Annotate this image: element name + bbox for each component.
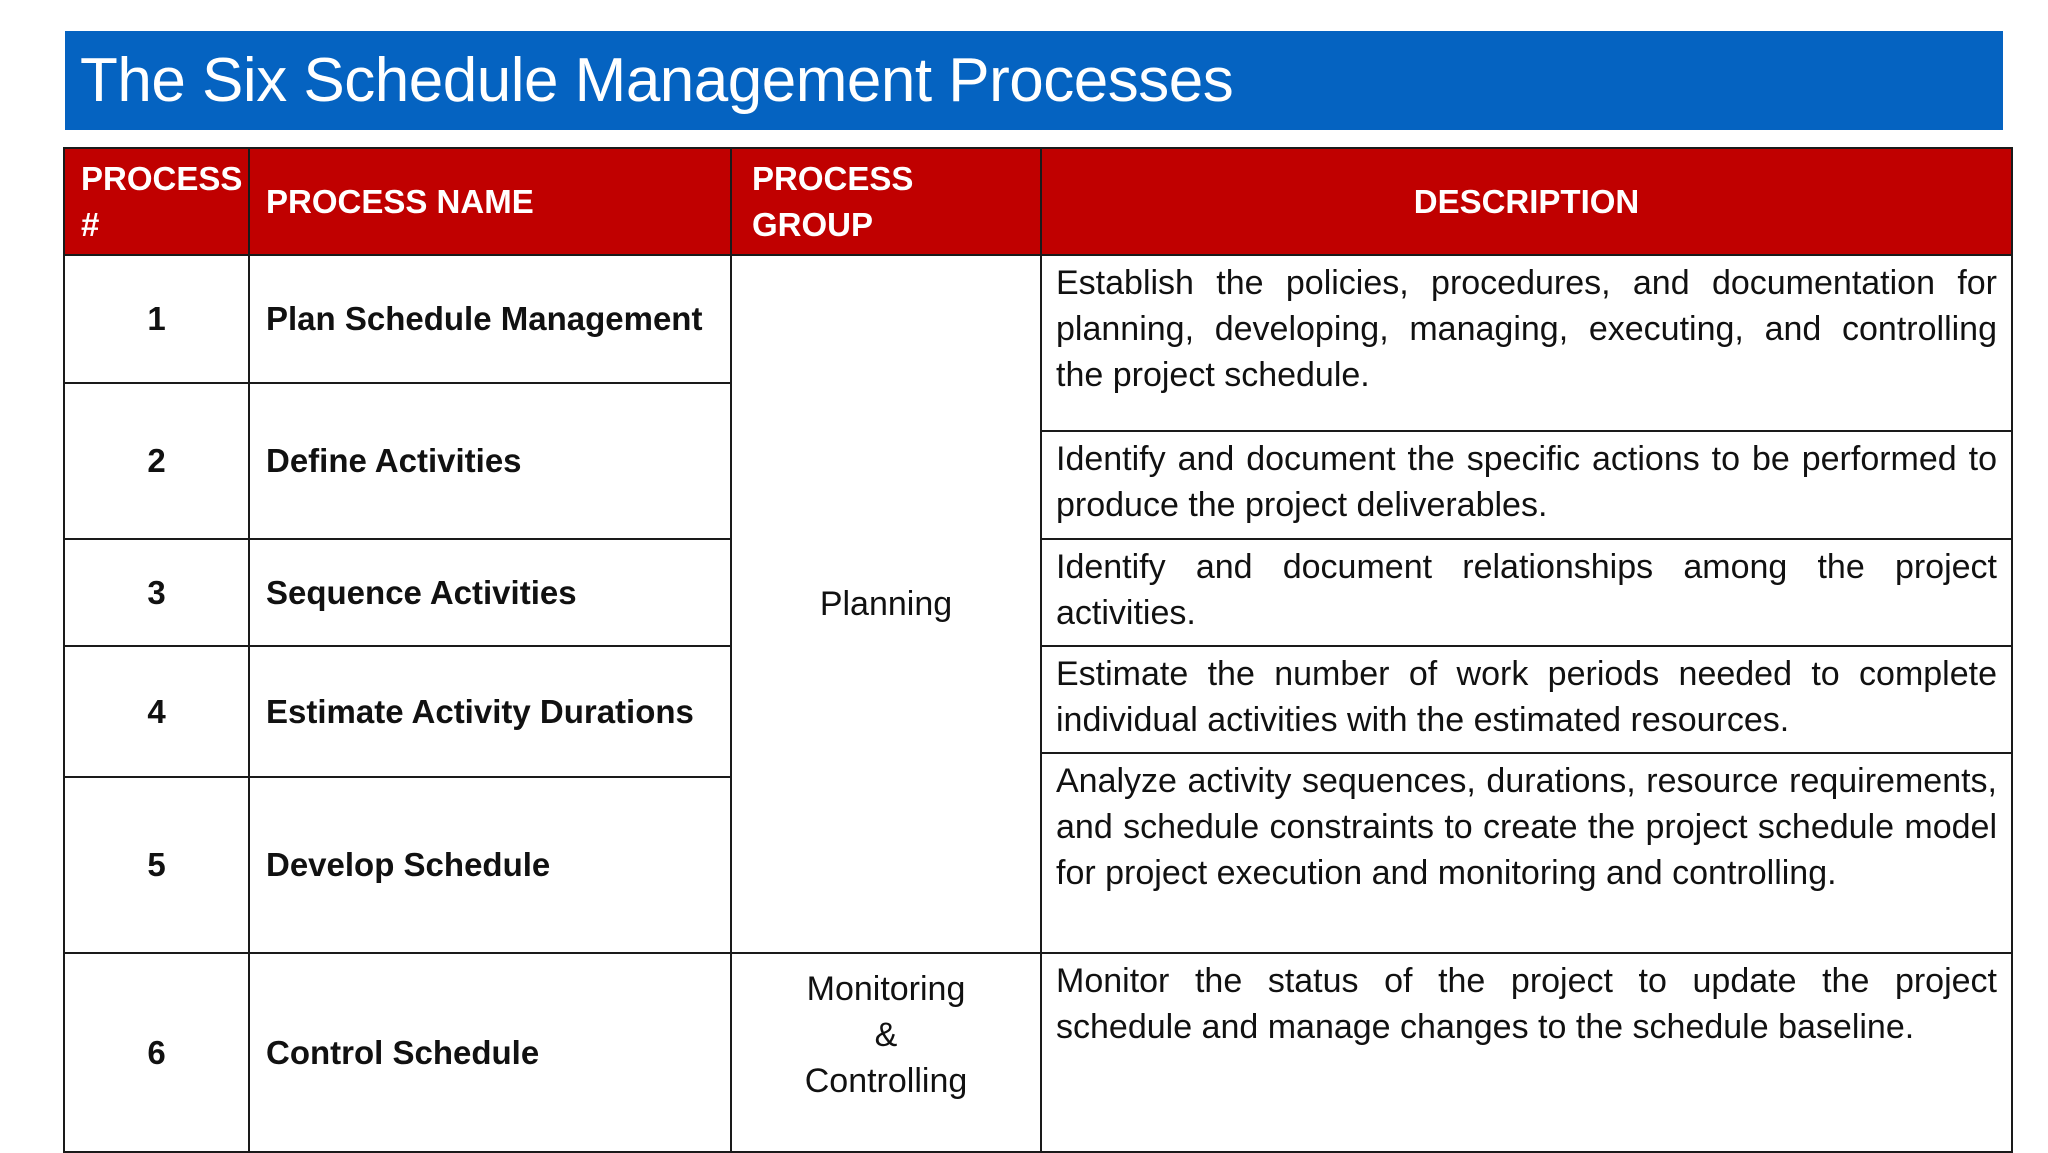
process-group-monitoring [731, 953, 1041, 1152]
header-process-name: PROCESS NAME [249, 148, 731, 255]
header-description: DESCRIPTION [1041, 148, 2012, 255]
process-number-cell: 3 [64, 539, 249, 646]
process-name-cell: Plan Schedule Management [249, 255, 731, 383]
title-bar [65, 31, 2003, 130]
table-row [64, 255, 2012, 342]
header-process-group: PROCESS GROUP [731, 148, 1041, 255]
page-title: The Six Schedule Management Processes [80, 46, 1234, 115]
group-line: Controlling [804, 1062, 968, 1100]
process-name-cell: Estimate Activity Durations [249, 646, 731, 777]
process-name-cell: Sequence Activities [249, 539, 731, 646]
process-name-cell: Control Schedule [249, 953, 731, 1152]
group-line: Monitoring [806, 970, 966, 1008]
process-number-cell: 4 [64, 646, 249, 777]
process-name-cell: Develop Schedule [249, 777, 731, 953]
process-table [63, 147, 2013, 1153]
header-process-number: PROCESS # [64, 148, 249, 255]
process-number-cell: 6 [64, 953, 249, 1152]
process-group-planning: Planning [731, 255, 1041, 953]
process-name-cell: Define Activities [249, 383, 731, 539]
table-row [64, 953, 2012, 1152]
description-cell: Estimate the number of work periods needed to complete individual activities with the estimated resources. [1041, 646, 2012, 753]
header-row [64, 148, 2012, 255]
process-number-cell: 2 [64, 383, 249, 539]
description-cell: Monitor the status of the project to update the project schedule and manage changes to the schedule baseline. [1041, 953, 2012, 1152]
description-cell: Establish the policies, procedures, and documentation for planning, developing, managing, executing, and controlling the project schedule. [1041, 255, 2012, 431]
description-cell: Identify and document the specific actions to be performed to produce the project deliverables. [1041, 431, 2012, 539]
process-number-cell: 5 [64, 777, 249, 953]
group-line: & [874, 1016, 898, 1054]
process-number-cell: 1 [64, 255, 249, 383]
description-cell: Identify and document relationships among the project activities. [1041, 539, 2012, 646]
description-cell: Analyze activity sequences, durations, resource requirements, and schedule constraints to create the project schedule model for project execution and monitoring and controlling. [1041, 753, 2012, 953]
